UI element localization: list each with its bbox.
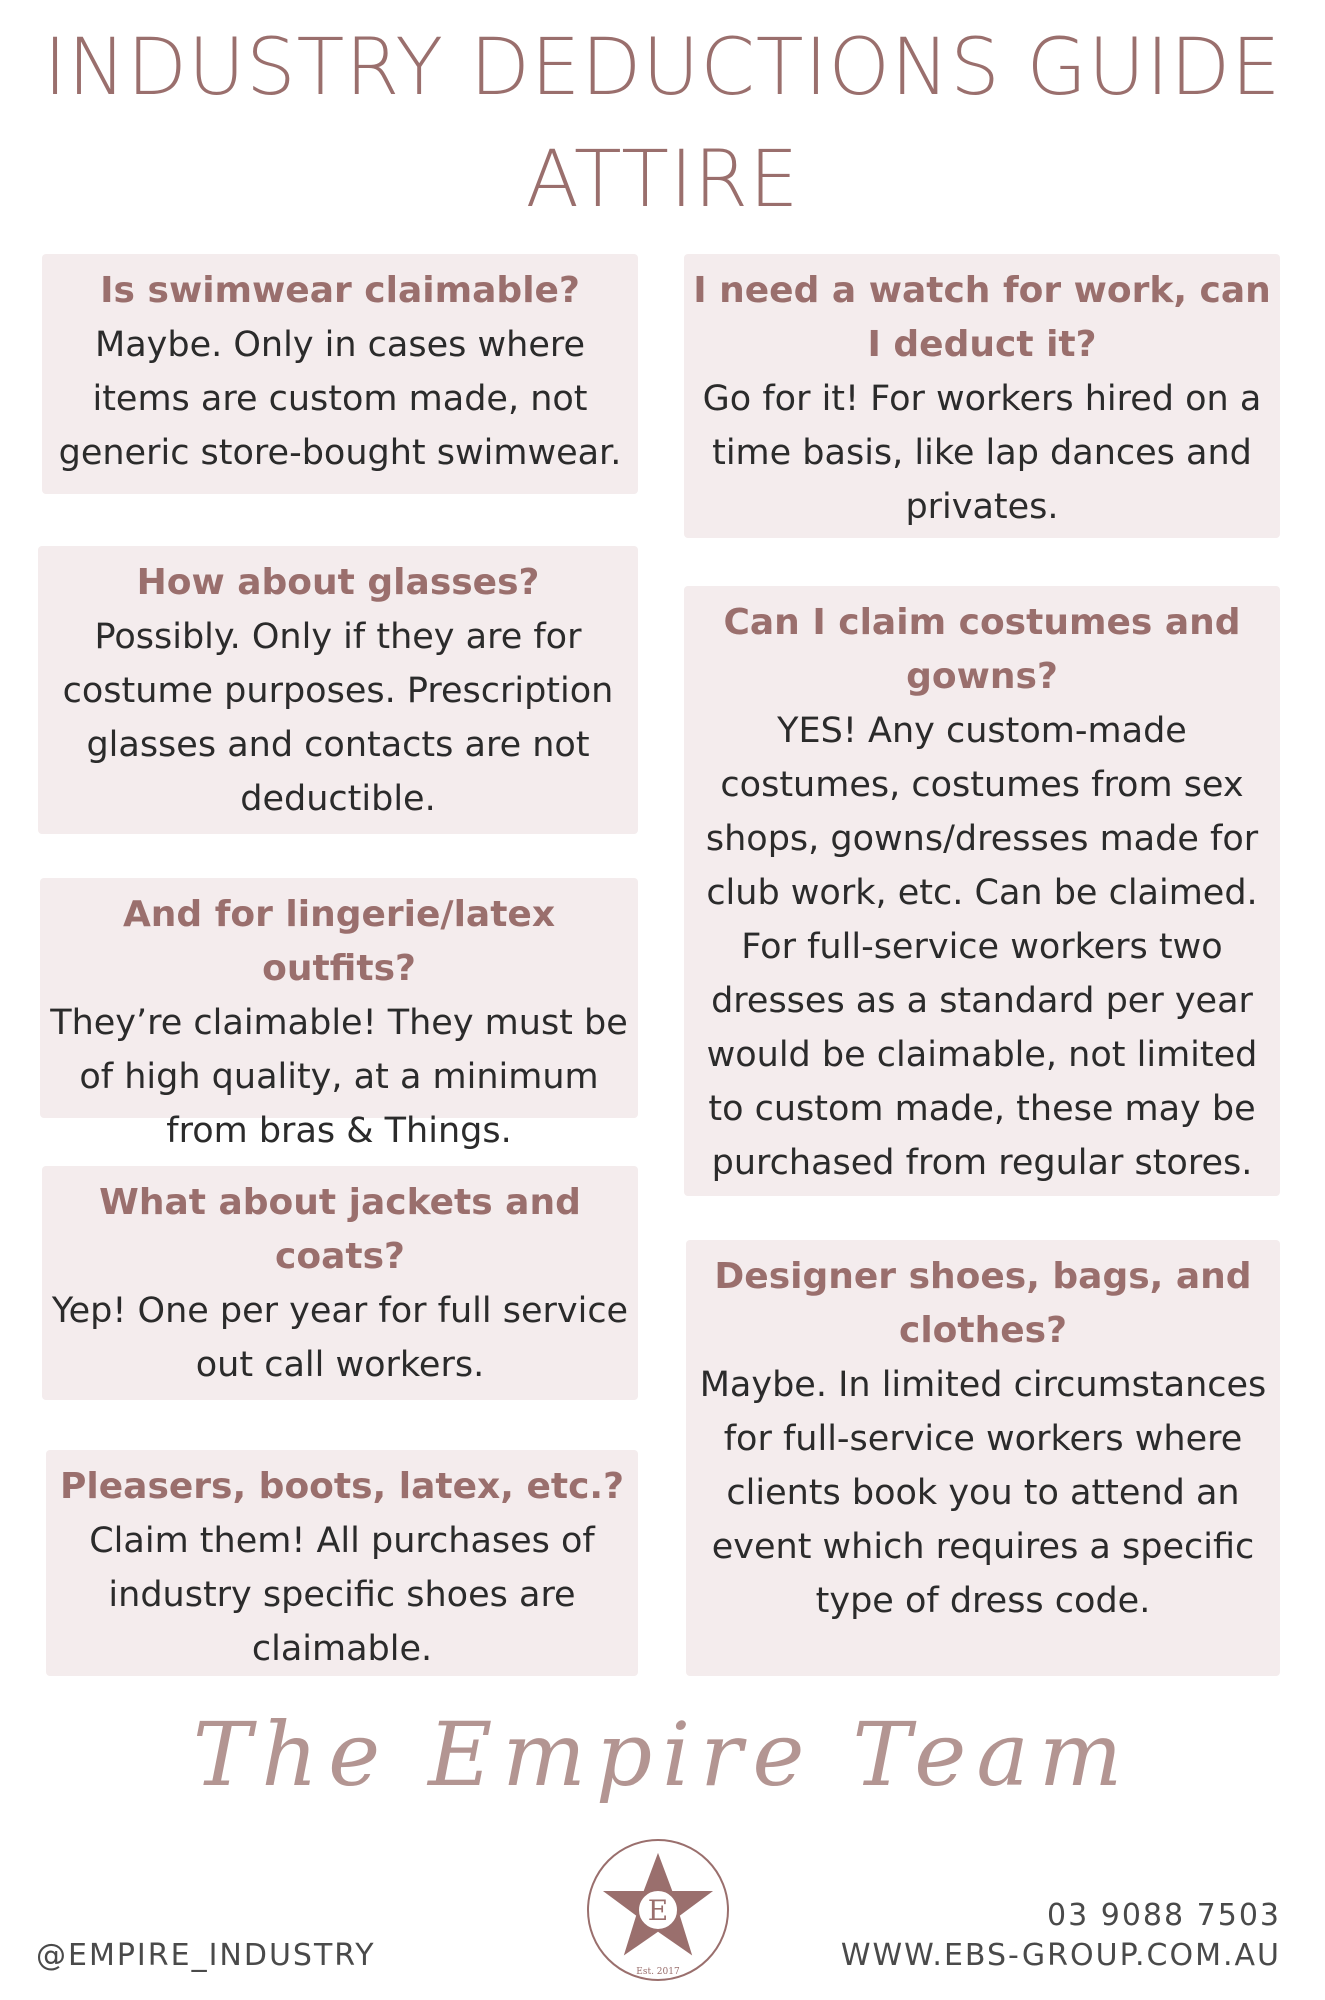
faq-card-swimwear (42, 254, 638, 494)
faq-card-glasses (38, 546, 638, 834)
faq-answer: Claim them! All purchases of industry specific shoes are claimable. (89, 1521, 595, 1669)
faq-answer: Go for it! For workers hired on a time basis, like lap dances and privates. (702, 379, 1262, 527)
star-logo-icon (584, 1836, 732, 1984)
faq-card-costumes (684, 586, 1280, 1196)
website-link[interactable]: WWW.EBS-GROUP.COM.AU (840, 1938, 1281, 1973)
faq-card-pleasers (46, 1450, 638, 1676)
faq-card-watch (684, 254, 1280, 538)
phone-number[interactable]: 03 9088 7503 (1047, 1898, 1281, 1933)
faq-card-lingerie (40, 878, 638, 1151)
faq-answer: Maybe. Only in cases where items are custom made, not generic store-bought swimwear. (58, 325, 622, 473)
faq-question: I need a watch for work, can I deduct it? (693, 270, 1271, 365)
faq-question: Designer shoes, bags, and clothes? (714, 1256, 1252, 1351)
logo-est: Est. 2017 (636, 1967, 680, 1977)
page-subtitle: ATTIRE (525, 135, 800, 225)
faq-question: Pleasers, boots, latex, etc.? (60, 1466, 624, 1507)
logo-letter: E (647, 1894, 669, 1927)
social-handle[interactable]: @EMPIRE_INDUSTRY (36, 1938, 376, 1973)
faq-answer: YES! Any custom-made costumes, costumes from sex shops, gowns/dresses made for club work, etc. Can be claimed. For full-service workers two dresses as a standard per year would be claimable, not limited to custom made, these may be purchased from regular stores. (705, 711, 1259, 1183)
faq-question: Can I claim costumes and gowns? (723, 602, 1241, 697)
faq-card-designer (686, 1240, 1280, 1676)
faq-answer: Possibly. Only if they are for costume purposes. Prescription glasses and contacts are not deductible. (62, 617, 614, 819)
faq-answer: Yep! One per year for full service out call workers. (51, 1291, 629, 1385)
faq-question: Is swimwear claimable? (100, 270, 580, 311)
faq-answer: They’re claimable! They must be of high quality, at a minimum from bras & Things. (50, 1003, 628, 1151)
faq-card-jackets (42, 1166, 638, 1400)
team-signature: The Empire Team (192, 1703, 1133, 1806)
faq-question: How about glasses? (136, 562, 540, 603)
faq-question: What about jackets and coats? (99, 1182, 581, 1277)
faq-question: And for lingerie/latex outfits? (122, 894, 556, 989)
faq-answer: Maybe. In limited circumstances for full-service workers where clients book you to attend an event which requires a specific type of dress code. (699, 1365, 1267, 1621)
page-title: INDUSTRY DEDUCTIONS GUIDE (43, 23, 1282, 113)
